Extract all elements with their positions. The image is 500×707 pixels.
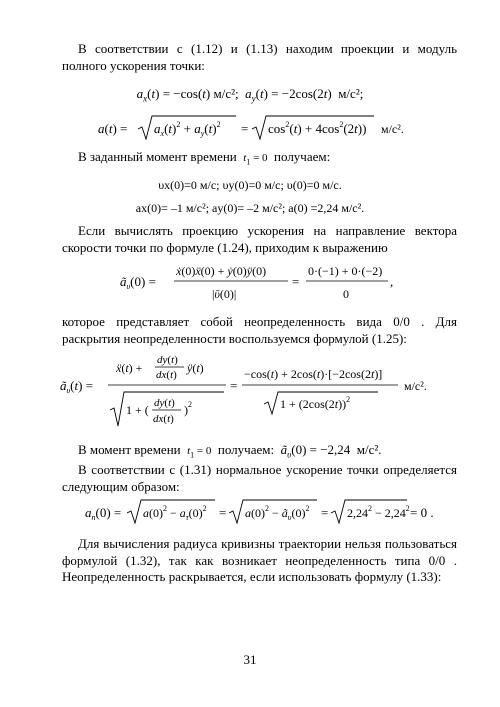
svg-text:ãυ(0) =: $ã_\upsilon(0)$ = (120, 274, 156, 291)
svg-text:)2: )$^2$ (184, 400, 192, 417)
svg-text:an(0) =: $a_n(0)$ = (85, 505, 122, 522)
svg-text:=: = (230, 378, 238, 393)
svg-text:0·(−1) + 0·(−2): 0·(−1) + 0·(−2) (308, 264, 383, 278)
paragraph-curvature: Для вычисления радиуса кривизны траектории нельзя пользоваться формулой (1.32), так как возникает неопределенность типа 0/0 . Неопределенность раскрывается, если использовать формулу (1.33): (62, 536, 457, 584)
paragraph-moment: В момент времени $t_1 = 0$ получаем: $ã_\upsilon(0) = -2,24$ м/с². (78, 442, 382, 460)
paragraph-projection: Если вычислять проекцию ускорения на направление вектора скорости точки по формуле (1.24), приходим к выражению (62, 223, 457, 255)
svg-text:0: 0 (343, 287, 349, 301)
svg-text:dy(t): dy(t) (154, 397, 175, 409)
svg-text:= 0 .: = 0 . (410, 505, 434, 520)
equation-indeterminate (120, 260, 400, 306)
svg-text:ẋ(0)ẍ(0) + ẏ(0)ÿ(0): ẋ(0)ẍ(0) + ẏ(0)ÿ(0) (176, 264, 267, 278)
equation-projections: $a_x(t) = -\cos(t)$ м/с²; $a_y(t) = -2\cos(2t)$ м/с²; (136, 86, 364, 104)
paragraph-time: В заданный момент времени $t_1 = 0$ получаем: (78, 149, 331, 167)
svg-text:dy(t): dy(t) (157, 354, 178, 366)
svg-text:a(t) =: a(t) = (98, 121, 128, 136)
equation-modulus (98, 113, 418, 143)
svg-text:=: = (321, 505, 329, 520)
equation-accelerations: ax(0)= –1 м/с²; ay(0)= –2 м/с²; a(0) =2,24 м/с². (135, 201, 365, 215)
svg-text:a(0)2 − aτ(0)2: $a(0)^2 - a_\tau(0)^2$ (143, 504, 207, 522)
svg-text:=: = (219, 505, 227, 520)
svg-text:2,242 − 2,242: $2,24^2 - 2,24^2$ (347, 504, 410, 520)
paragraph-normal: В соответствии с (1.31) нормальное ускорение точки определяется следующим образом: (62, 462, 457, 494)
equation-tangential-limit (60, 352, 450, 430)
paragraph-intro: В соответствии с (1.12) и (1.13) находим проекции и модуль полного ускорения точки: (62, 41, 457, 73)
svg-text:−cos(t) + 2cos(t)·[−2cos(2t)]: −cos(t) + 2cos(t)·[−2cos(2t)] (244, 367, 383, 381)
svg-text:ÿ(t): ÿ(t) (187, 361, 204, 375)
svg-text:м/с².: м/с². (381, 122, 404, 136)
svg-text:ẍ(t) +: ẍ(t) + (116, 361, 143, 375)
svg-text:ãυ(t) =: $ã_\upsilon(t)$ = (60, 378, 94, 395)
svg-text:ax(t)2 + ay(t)2: $a_x(t)^2 + a_y(t)^2$ (154, 120, 221, 138)
svg-text:cos2(t) + 4cos2(2t)): $\cos^2(t) + 4\cos^2(2t)$) (268, 120, 367, 136)
svg-text:м/с².: м/с². (404, 379, 427, 393)
svg-text:=: = (241, 121, 249, 136)
equation-velocities: υx(0)=0 м/с; υy(0)=0 м/с; υ(0)=0 м/с. (158, 178, 342, 192)
svg-text:1 + (: 1 + ( (126, 403, 149, 417)
svg-text:,: , (390, 274, 394, 289)
svg-text:dx(t): dx(t) (153, 413, 174, 425)
equation-normal-acceleration (85, 497, 435, 527)
svg-text:a(0)2 − ãυ(0)2: $a(0)^2$ − $ã_\upsilon(0)^2$ (245, 504, 310, 522)
page-number: 31 (243, 652, 257, 667)
svg-text:|ῡ(0)|: |ῡ(0)| (212, 287, 237, 301)
svg-text:dx(t): dx(t) (156, 369, 177, 381)
svg-text:=: = (292, 274, 300, 289)
svg-text:1 + (2cos(2t))2: $1 + (2\cos(2t))^2$ (280, 395, 351, 411)
paragraph-indeterminate: которое представляет собой неопределенность вида 0/0 . Для раскрытия неопределенности воспользуемся формулой (1.25): (62, 314, 457, 346)
